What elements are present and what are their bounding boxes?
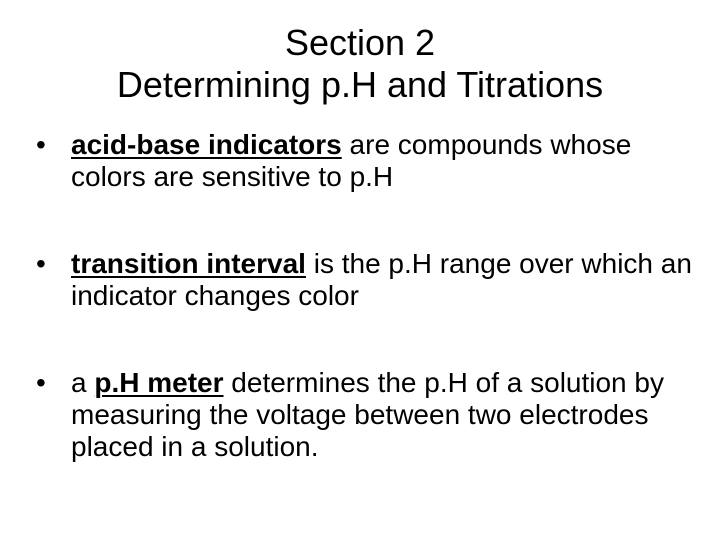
title-line-1: Section 2 xyxy=(284,22,436,63)
bullet-text: is the p.H range over which an indicator changes color xyxy=(71,248,692,311)
title-line-2: Determining p.H and Titrations xyxy=(116,64,604,105)
bullet-item-indicators xyxy=(36,129,696,193)
bullet-icon: • xyxy=(36,248,46,279)
bullet-item-ph-meter xyxy=(36,367,696,463)
slide-title xyxy=(0,22,720,106)
bullet-list xyxy=(36,129,696,518)
bullet-text: determines the p.H of a solution by measuring the voltage between two electrodes placed in a solution. xyxy=(71,367,664,462)
bullet-text: are compounds whose colors are sensitive to p.H xyxy=(71,129,632,192)
bullet-icon: • xyxy=(36,367,46,398)
bullet-prefix: a xyxy=(71,367,95,398)
bullet-icon: • xyxy=(36,129,46,160)
bullet-item-transition-interval xyxy=(36,248,696,312)
bullet-term: p.H meter xyxy=(94,367,224,398)
bullet-term: acid-base indicators xyxy=(71,129,342,160)
bullet-term: transition interval xyxy=(71,248,306,279)
